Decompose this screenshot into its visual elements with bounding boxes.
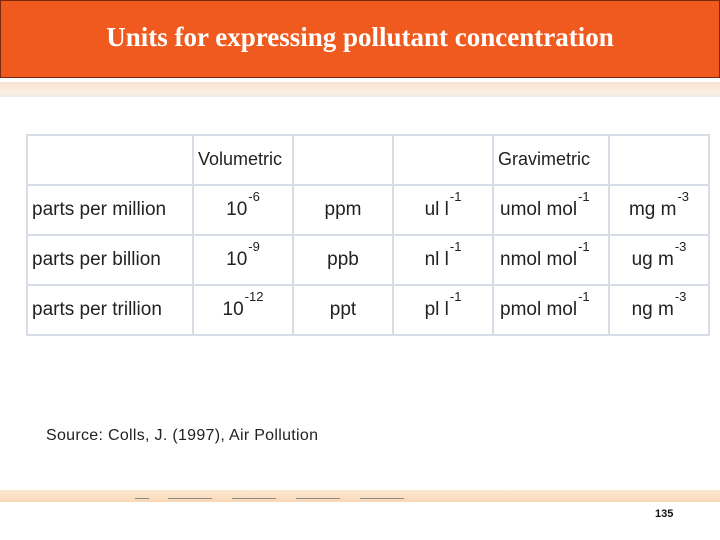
volume-unit-exponent: -1 [449,289,462,304]
volume-unit-cell [393,235,493,285]
mass-unit: mg m [628,199,677,220]
factor-cell [193,285,293,335]
mass-unit: ug m [631,249,674,270]
header-gravimetric: Gravimetric [498,149,591,169]
bottom-stripe-dash [360,498,404,499]
header-volumetric: Volumetric [198,149,283,169]
mass-unit-cell [609,285,709,335]
volume-unit: ul l [424,199,449,220]
abbreviation: ppb [293,235,393,285]
header-empty-cell [293,135,393,185]
slide-title: Units for expressing pollutant concentration [106,21,614,52]
gravimetric-unit-cell [493,185,609,235]
volume-unit-cell [393,185,493,235]
factor-exponent: -9 [248,239,260,254]
gravimetric-unit-exponent: -1 [578,189,590,204]
volume-unit-exponent: -1 [449,239,462,254]
bottom-stripe-dash [168,498,212,499]
row-label: parts per trillion [27,285,193,335]
row-label: parts per billion [27,235,193,285]
header-empty-cell [27,135,193,185]
bottom-decorative-stripe [0,490,720,502]
factor-base: 10 [226,199,248,220]
volume-unit: pl l [424,299,449,320]
table-row [27,285,709,335]
mass-unit-exponent: -3 [674,289,687,304]
gravimetric-unit-exponent: -1 [578,289,590,304]
source-label: Source [46,427,99,444]
mass-unit: ng m [631,299,674,320]
title-bar [0,0,720,78]
top-decorative-stripe-light [0,94,720,97]
factor-cell [193,235,293,285]
volume-unit: nl l [424,249,449,270]
bottom-stripe-dash [232,498,276,499]
header-cell-volumetric [193,135,293,185]
bottom-stripe-dash [296,498,340,499]
header-cell-gravimetric [493,135,609,185]
gravimetric-unit: nmol mol [500,249,578,270]
factor-cell [193,185,293,235]
gravimetric-unit: pmol mol [500,299,578,320]
top-decorative-stripe [0,82,720,94]
header-empty-cell [393,135,493,185]
gravimetric-unit-exponent: -1 [578,239,590,254]
factor-exponent: -6 [248,189,260,204]
mass-unit-exponent: -3 [677,189,690,204]
gravimetric-unit: umol mol [500,199,578,220]
header-empty-cell [609,135,709,185]
volume-unit-cell [393,285,493,335]
table-header-row [27,135,709,185]
row-label: parts per million [27,185,193,235]
mass-unit-exponent: -3 [674,239,687,254]
gravimetric-unit-cell [493,285,609,335]
units-table [26,134,710,336]
abbreviation: ppt [293,285,393,335]
table-row [27,185,709,235]
table-row [27,235,709,285]
factor-base: 10 [222,299,244,320]
volume-unit-exponent: -1 [449,189,462,204]
source-text: : Colls, J. (1997), Air Pollution [98,427,319,444]
gravimetric-unit-cell [493,235,609,285]
bottom-stripe-dash [135,498,149,499]
mass-unit-cell [609,235,709,285]
page-number: 135 [655,508,674,520]
source-citation [46,427,318,445]
mass-unit-cell [609,185,709,235]
abbreviation: ppm [293,185,393,235]
factor-exponent: -12 [244,289,264,304]
factor-base: 10 [226,249,248,270]
